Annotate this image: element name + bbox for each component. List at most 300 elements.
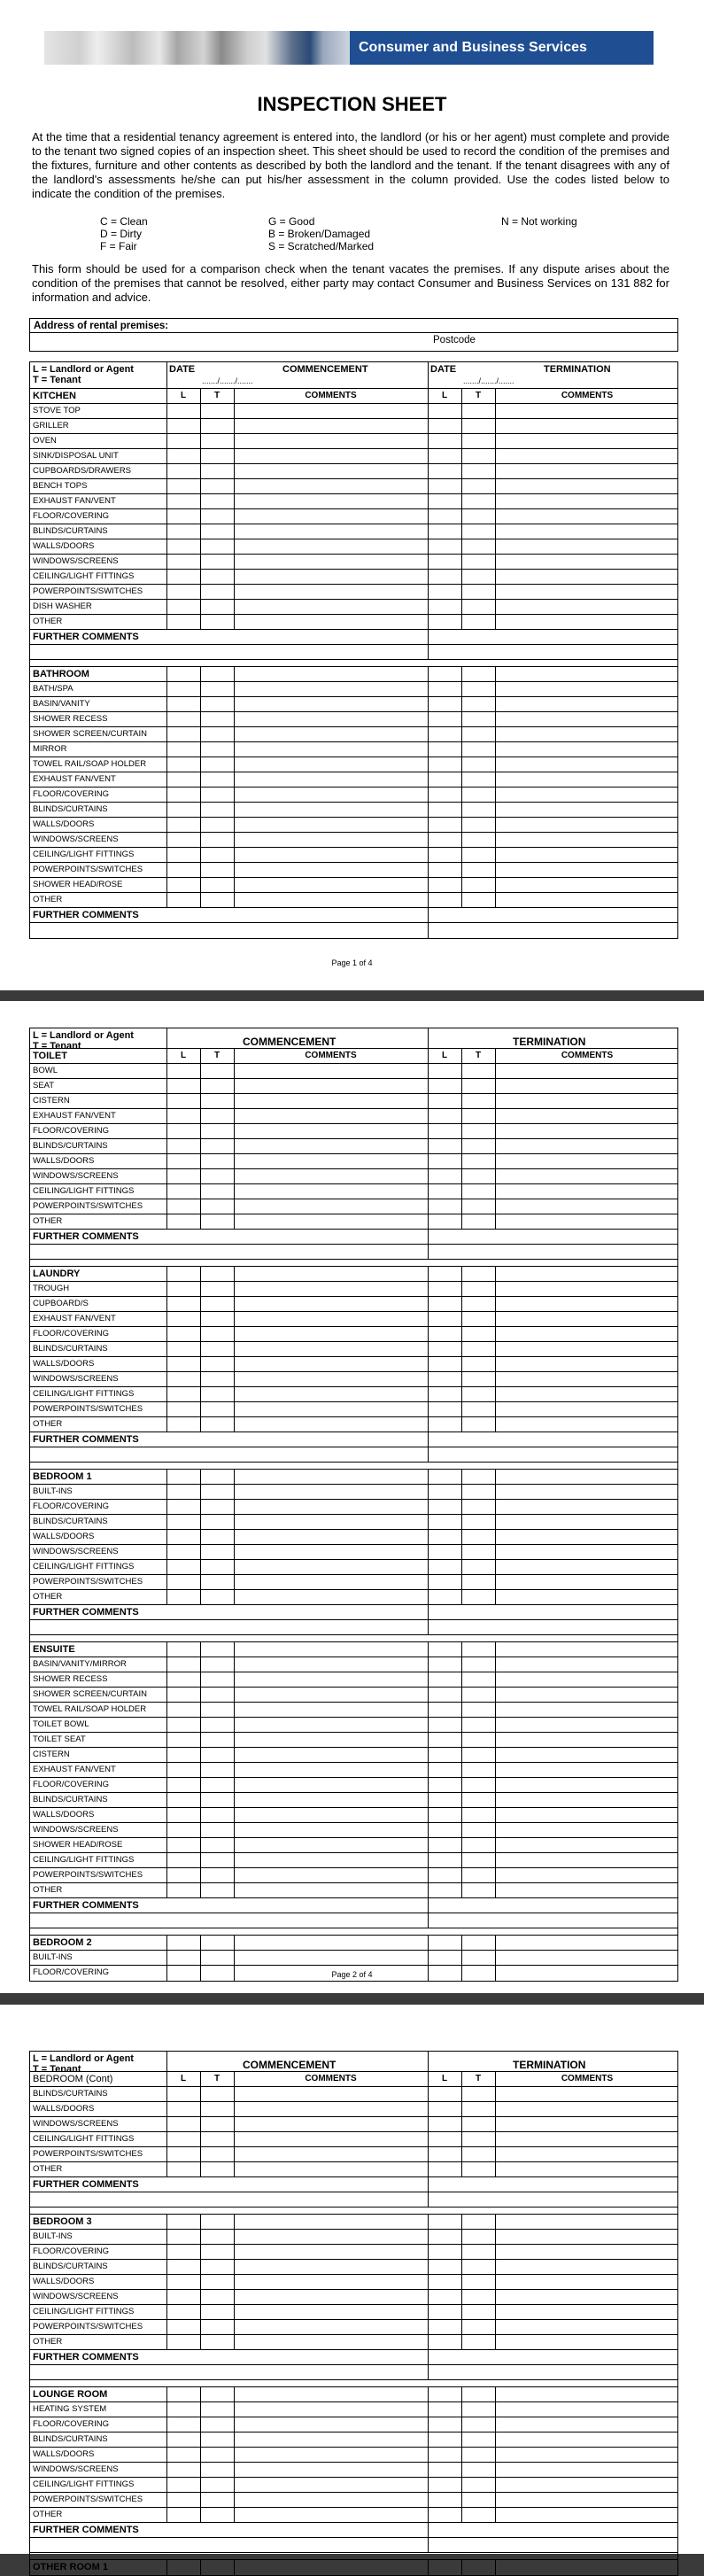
- comment-cell[interactable]: [495, 1868, 679, 1882]
- tenant-code-cell[interactable]: [200, 570, 234, 584]
- landlord-code-cell[interactable]: [428, 2147, 461, 2161]
- comment-cell[interactable]: [234, 818, 428, 832]
- tenant-code-cell[interactable]: [200, 2402, 234, 2417]
- further-comments-blank[interactable]: [30, 923, 677, 938]
- comment-cell[interactable]: [495, 757, 679, 772]
- tenant-code-cell[interactable]: [200, 494, 234, 508]
- tenant-code-cell[interactable]: [200, 1124, 234, 1138]
- comment-cell[interactable]: [234, 1485, 428, 1499]
- landlord-code-cell[interactable]: [166, 712, 200, 726]
- further-comments-blank[interactable]: [30, 1620, 677, 1635]
- landlord-code-cell[interactable]: [428, 2260, 461, 2274]
- landlord-code-cell[interactable]: [166, 1748, 200, 1762]
- tenant-code-cell[interactable]: [461, 1387, 495, 1401]
- tenant-code-cell[interactable]: [200, 2260, 234, 2274]
- comment-cell[interactable]: [495, 1154, 679, 1168]
- landlord-code-cell[interactable]: [166, 893, 200, 907]
- landlord-code-cell[interactable]: [166, 1214, 200, 1229]
- landlord-code-cell[interactable]: [166, 1154, 200, 1168]
- tenant-code-cell[interactable]: [200, 2117, 234, 2131]
- comment-cell[interactable]: [495, 878, 679, 892]
- landlord-code-cell[interactable]: [166, 1868, 200, 1882]
- tenant-code-cell[interactable]: [461, 615, 495, 629]
- comment-cell[interactable]: [234, 539, 428, 554]
- landlord-code-cell[interactable]: [166, 1312, 200, 1326]
- landlord-code-cell[interactable]: [428, 1793, 461, 1807]
- tenant-code-cell[interactable]: [200, 1545, 234, 1559]
- comment-cell[interactable]: [234, 404, 428, 418]
- tenant-code-cell[interactable]: [200, 1342, 234, 1356]
- tenant-code-cell[interactable]: [461, 1342, 495, 1356]
- landlord-code-cell[interactable]: [166, 803, 200, 817]
- tenant-code-cell[interactable]: [200, 1515, 234, 1529]
- comment-cell[interactable]: [234, 2290, 428, 2304]
- comment-cell[interactable]: [495, 419, 679, 433]
- comment-cell[interactable]: [234, 1808, 428, 1822]
- tenant-code-cell[interactable]: [461, 1951, 495, 1965]
- date-field-termination[interactable]: ......./......./.......: [463, 376, 514, 385]
- tenant-code-cell[interactable]: [461, 2508, 495, 2522]
- comment-cell[interactable]: [495, 1545, 679, 1559]
- landlord-code-cell[interactable]: [428, 1109, 461, 1123]
- landlord-code-cell[interactable]: [166, 585, 200, 599]
- tenant-code-cell[interactable]: [200, 555, 234, 569]
- tenant-code-cell[interactable]: [461, 682, 495, 696]
- comment-cell[interactable]: [495, 434, 679, 448]
- comment-cell[interactable]: [234, 2275, 428, 2289]
- tenant-code-cell[interactable]: [461, 1793, 495, 1807]
- landlord-code-cell[interactable]: [428, 2305, 461, 2319]
- tenant-code-cell[interactable]: [200, 1485, 234, 1499]
- comment-cell[interactable]: [234, 1530, 428, 1544]
- comment-cell[interactable]: [495, 742, 679, 757]
- landlord-code-cell[interactable]: [166, 878, 200, 892]
- landlord-code-cell[interactable]: [428, 585, 461, 599]
- landlord-code-cell[interactable]: [166, 1064, 200, 1078]
- landlord-code-cell[interactable]: [428, 570, 461, 584]
- further-comments-blank[interactable]: [30, 2365, 677, 2380]
- tenant-code-cell[interactable]: [461, 1868, 495, 1882]
- comment-cell[interactable]: [234, 1184, 428, 1199]
- tenant-code-cell[interactable]: [200, 1838, 234, 1852]
- tenant-code-cell[interactable]: [461, 833, 495, 847]
- comment-cell[interactable]: [495, 1793, 679, 1807]
- tenant-code-cell[interactable]: [461, 1657, 495, 1672]
- comment-cell[interactable]: [234, 2162, 428, 2176]
- landlord-code-cell[interactable]: [166, 1590, 200, 1604]
- comment-cell[interactable]: [495, 697, 679, 711]
- landlord-code-cell[interactable]: [166, 1417, 200, 1432]
- landlord-code-cell[interactable]: [166, 1297, 200, 1311]
- comment-cell[interactable]: [495, 1951, 679, 1965]
- comment-cell[interactable]: [495, 2162, 679, 2176]
- landlord-code-cell[interactable]: [166, 2230, 200, 2244]
- tenant-code-cell[interactable]: [461, 464, 495, 478]
- comment-cell[interactable]: [495, 2245, 679, 2259]
- tenant-code-cell[interactable]: [461, 2260, 495, 2274]
- tenant-code-cell[interactable]: [200, 1703, 234, 1717]
- landlord-code-cell[interactable]: [428, 1402, 461, 1416]
- landlord-code-cell[interactable]: [428, 727, 461, 741]
- comment-cell[interactable]: [234, 1357, 428, 1371]
- landlord-code-cell[interactable]: [166, 757, 200, 772]
- tenant-code-cell[interactable]: [200, 2230, 234, 2244]
- landlord-code-cell[interactable]: [428, 833, 461, 847]
- comment-cell[interactable]: [495, 1199, 679, 1214]
- tenant-code-cell[interactable]: [200, 2147, 234, 2161]
- landlord-code-cell[interactable]: [166, 1094, 200, 1108]
- comment-cell[interactable]: [234, 2245, 428, 2259]
- comment-cell[interactable]: [495, 2478, 679, 2492]
- landlord-code-cell[interactable]: [428, 2087, 461, 2101]
- comment-cell[interactable]: [234, 2417, 428, 2432]
- tenant-code-cell[interactable]: [200, 1109, 234, 1123]
- landlord-code-cell[interactable]: [428, 1079, 461, 1093]
- comment-cell[interactable]: [234, 1214, 428, 1229]
- tenant-code-cell[interactable]: [200, 1868, 234, 1882]
- comment-cell[interactable]: [234, 1064, 428, 1078]
- tenant-code-cell[interactable]: [200, 2417, 234, 2432]
- tenant-code-cell[interactable]: [461, 788, 495, 802]
- landlord-code-cell[interactable]: [428, 404, 461, 418]
- landlord-code-cell[interactable]: [166, 1530, 200, 1544]
- tenant-code-cell[interactable]: [200, 404, 234, 418]
- landlord-code-cell[interactable]: [166, 2432, 200, 2447]
- comment-cell[interactable]: [234, 449, 428, 463]
- tenant-code-cell[interactable]: [200, 878, 234, 892]
- comment-cell[interactable]: [234, 1372, 428, 1386]
- comment-cell[interactable]: [234, 2147, 428, 2161]
- tenant-code-cell[interactable]: [200, 1672, 234, 1687]
- tenant-code-cell[interactable]: [200, 1575, 234, 1589]
- tenant-code-cell[interactable]: [200, 863, 234, 877]
- tenant-code-cell[interactable]: [461, 1485, 495, 1499]
- further-comments-row[interactable]: [30, 908, 677, 923]
- comment-cell[interactable]: [495, 1109, 679, 1123]
- tenant-code-cell[interactable]: [461, 1590, 495, 1604]
- landlord-code-cell[interactable]: [166, 2117, 200, 2131]
- landlord-code-cell[interactable]: [428, 1312, 461, 1326]
- landlord-code-cell[interactable]: [166, 1372, 200, 1386]
- comment-cell[interactable]: [234, 479, 428, 493]
- tenant-code-cell[interactable]: [461, 1064, 495, 1078]
- tenant-code-cell[interactable]: [200, 2132, 234, 2146]
- tenant-code-cell[interactable]: [200, 2448, 234, 2462]
- tenant-code-cell[interactable]: [200, 1184, 234, 1199]
- tenant-code-cell[interactable]: [461, 893, 495, 907]
- landlord-code-cell[interactable]: [428, 893, 461, 907]
- landlord-code-cell[interactable]: [428, 818, 461, 832]
- tenant-code-cell[interactable]: [200, 2162, 234, 2176]
- tenant-code-cell[interactable]: [200, 1590, 234, 1604]
- tenant-code-cell[interactable]: [461, 1214, 495, 1229]
- further-comments-row[interactable]: [30, 2177, 677, 2192]
- comment-cell[interactable]: [495, 1094, 679, 1108]
- landlord-code-cell[interactable]: [428, 1703, 461, 1717]
- landlord-code-cell[interactable]: [428, 2290, 461, 2304]
- landlord-code-cell[interactable]: [166, 1139, 200, 1153]
- comment-cell[interactable]: [495, 2402, 679, 2417]
- landlord-code-cell[interactable]: [428, 2508, 461, 2522]
- further-comments-blank[interactable]: [30, 1913, 677, 1928]
- tenant-code-cell[interactable]: [200, 2508, 234, 2522]
- further-comments-row[interactable]: [30, 2350, 677, 2365]
- landlord-code-cell[interactable]: [428, 1214, 461, 1229]
- landlord-code-cell[interactable]: [166, 697, 200, 711]
- landlord-code-cell[interactable]: [166, 2508, 200, 2522]
- comment-cell[interactable]: [234, 1545, 428, 1559]
- landlord-code-cell[interactable]: [428, 697, 461, 711]
- comment-cell[interactable]: [495, 818, 679, 832]
- landlord-code-cell[interactable]: [428, 1823, 461, 1837]
- comment-cell[interactable]: [495, 479, 679, 493]
- tenant-code-cell[interactable]: [461, 2147, 495, 2161]
- tenant-code-cell[interactable]: [461, 1718, 495, 1732]
- comment-cell[interactable]: [495, 2132, 679, 2146]
- comment-cell[interactable]: [234, 2335, 428, 2349]
- landlord-code-cell[interactable]: [166, 682, 200, 696]
- tenant-code-cell[interactable]: [461, 449, 495, 463]
- comment-cell[interactable]: [495, 1778, 679, 1792]
- landlord-code-cell[interactable]: [166, 818, 200, 832]
- comment-cell[interactable]: [234, 1868, 428, 1882]
- landlord-code-cell[interactable]: [166, 1733, 200, 1747]
- tenant-code-cell[interactable]: [200, 1214, 234, 1229]
- landlord-code-cell[interactable]: [428, 2230, 461, 2244]
- landlord-code-cell[interactable]: [166, 464, 200, 478]
- landlord-code-cell[interactable]: [166, 509, 200, 524]
- comment-cell[interactable]: [495, 1357, 679, 1371]
- tenant-code-cell[interactable]: [461, 419, 495, 433]
- tenant-code-cell[interactable]: [200, 2275, 234, 2289]
- tenant-code-cell[interactable]: [461, 1297, 495, 1311]
- tenant-code-cell[interactable]: [200, 1169, 234, 1183]
- comment-cell[interactable]: [234, 419, 428, 433]
- tenant-code-cell[interactable]: [200, 1357, 234, 1371]
- tenant-code-cell[interactable]: [461, 555, 495, 569]
- landlord-code-cell[interactable]: [428, 1951, 461, 1965]
- landlord-code-cell[interactable]: [166, 2463, 200, 2477]
- tenant-code-cell[interactable]: [200, 2290, 234, 2304]
- landlord-code-cell[interactable]: [428, 1672, 461, 1687]
- landlord-code-cell[interactable]: [166, 1951, 200, 1965]
- landlord-code-cell[interactable]: [428, 772, 461, 787]
- landlord-code-cell[interactable]: [166, 1545, 200, 1559]
- tenant-code-cell[interactable]: [461, 2132, 495, 2146]
- tenant-code-cell[interactable]: [461, 1139, 495, 1153]
- comment-cell[interactable]: [495, 863, 679, 877]
- tenant-code-cell[interactable]: [461, 818, 495, 832]
- landlord-code-cell[interactable]: [166, 2260, 200, 2274]
- landlord-code-cell[interactable]: [166, 1808, 200, 1822]
- comment-cell[interactable]: [495, 1733, 679, 1747]
- tenant-code-cell[interactable]: [200, 727, 234, 741]
- comment-cell[interactable]: [234, 893, 428, 907]
- landlord-code-cell[interactable]: [166, 2087, 200, 2101]
- tenant-code-cell[interactable]: [461, 2117, 495, 2131]
- landlord-code-cell[interactable]: [166, 1327, 200, 1341]
- tenant-code-cell[interactable]: [461, 1372, 495, 1386]
- tenant-code-cell[interactable]: [461, 2448, 495, 2462]
- landlord-code-cell[interactable]: [428, 539, 461, 554]
- comment-cell[interactable]: [495, 1748, 679, 1762]
- comment-cell[interactable]: [234, 2448, 428, 2462]
- tenant-code-cell[interactable]: [200, 803, 234, 817]
- further-comments-row[interactable]: [30, 2523, 677, 2538]
- tenant-code-cell[interactable]: [461, 1327, 495, 1341]
- tenant-code-cell[interactable]: [461, 479, 495, 493]
- landlord-code-cell[interactable]: [428, 2275, 461, 2289]
- landlord-code-cell[interactable]: [428, 2117, 461, 2131]
- comment-cell[interactable]: [234, 600, 428, 614]
- landlord-code-cell[interactable]: [428, 1417, 461, 1432]
- comment-cell[interactable]: [234, 727, 428, 741]
- landlord-code-cell[interactable]: [428, 1387, 461, 1401]
- comment-cell[interactable]: [495, 2087, 679, 2101]
- comment-cell[interactable]: [234, 1823, 428, 1837]
- landlord-code-cell[interactable]: [428, 1327, 461, 1341]
- landlord-code-cell[interactable]: [428, 555, 461, 569]
- comment-cell[interactable]: [495, 585, 679, 599]
- landlord-code-cell[interactable]: [428, 1590, 461, 1604]
- comment-cell[interactable]: [234, 1154, 428, 1168]
- tenant-code-cell[interactable]: [200, 1064, 234, 1078]
- tenant-code-cell[interactable]: [461, 1530, 495, 1544]
- comment-cell[interactable]: [234, 1951, 428, 1965]
- landlord-code-cell[interactable]: [166, 1387, 200, 1401]
- comment-cell[interactable]: [234, 1500, 428, 1514]
- comment-cell[interactable]: [495, 2493, 679, 2507]
- landlord-code-cell[interactable]: [428, 2432, 461, 2447]
- tenant-code-cell[interactable]: [200, 1793, 234, 1807]
- tenant-code-cell[interactable]: [200, 1327, 234, 1341]
- comment-cell[interactable]: [495, 2335, 679, 2349]
- comment-cell[interactable]: [495, 1169, 679, 1183]
- landlord-code-cell[interactable]: [166, 1657, 200, 1672]
- tenant-code-cell[interactable]: [200, 2478, 234, 2492]
- landlord-code-cell[interactable]: [166, 2335, 200, 2349]
- landlord-code-cell[interactable]: [166, 1485, 200, 1499]
- landlord-code-cell[interactable]: [428, 2478, 461, 2492]
- tenant-code-cell[interactable]: [461, 2102, 495, 2116]
- comment-cell[interactable]: [234, 1672, 428, 1687]
- tenant-code-cell[interactable]: [461, 524, 495, 539]
- comment-cell[interactable]: [495, 803, 679, 817]
- landlord-code-cell[interactable]: [166, 848, 200, 862]
- date-field-commencement[interactable]: ......./......./.......: [202, 376, 253, 385]
- tenant-code-cell[interactable]: [461, 1402, 495, 1416]
- landlord-code-cell[interactable]: [428, 615, 461, 629]
- landlord-code-cell[interactable]: [166, 1718, 200, 1732]
- landlord-code-cell[interactable]: [166, 1793, 200, 1807]
- landlord-code-cell[interactable]: [428, 742, 461, 757]
- tenant-code-cell[interactable]: [461, 878, 495, 892]
- comment-cell[interactable]: [234, 2463, 428, 2477]
- comment-cell[interactable]: [234, 2230, 428, 2244]
- tenant-code-cell[interactable]: [461, 1515, 495, 1529]
- tenant-code-cell[interactable]: [461, 1545, 495, 1559]
- comment-cell[interactable]: [495, 1342, 679, 1356]
- comment-cell[interactable]: [495, 682, 679, 696]
- comment-cell[interactable]: [234, 697, 428, 711]
- tenant-code-cell[interactable]: [461, 2335, 495, 2349]
- landlord-code-cell[interactable]: [166, 524, 200, 539]
- landlord-code-cell[interactable]: [428, 2132, 461, 2146]
- landlord-code-cell[interactable]: [428, 1778, 461, 1792]
- comment-cell[interactable]: [234, 1312, 428, 1326]
- tenant-code-cell[interactable]: [461, 2478, 495, 2492]
- landlord-code-cell[interactable]: [428, 1868, 461, 1882]
- comment-cell[interactable]: [495, 833, 679, 847]
- comment-cell[interactable]: [495, 2417, 679, 2432]
- comment-cell[interactable]: [234, 1139, 428, 1153]
- comment-cell[interactable]: [234, 494, 428, 508]
- comment-cell[interactable]: [234, 772, 428, 787]
- tenant-code-cell[interactable]: [461, 863, 495, 877]
- tenant-code-cell[interactable]: [200, 585, 234, 599]
- landlord-code-cell[interactable]: [166, 727, 200, 741]
- landlord-code-cell[interactable]: [166, 1853, 200, 1867]
- comment-cell[interactable]: [495, 1124, 679, 1138]
- comment-cell[interactable]: [495, 2230, 679, 2244]
- comment-cell[interactable]: [495, 788, 679, 802]
- comment-cell[interactable]: [234, 1342, 428, 1356]
- landlord-code-cell[interactable]: [428, 1515, 461, 1529]
- comment-cell[interactable]: [495, 615, 679, 629]
- comment-cell[interactable]: [495, 1575, 679, 1589]
- tenant-code-cell[interactable]: [200, 1530, 234, 1544]
- tenant-code-cell[interactable]: [200, 434, 234, 448]
- landlord-code-cell[interactable]: [428, 1342, 461, 1356]
- landlord-code-cell[interactable]: [428, 1297, 461, 1311]
- comment-cell[interactable]: [234, 2478, 428, 2492]
- landlord-code-cell[interactable]: [428, 2320, 461, 2334]
- comment-cell[interactable]: [495, 2448, 679, 2462]
- landlord-code-cell[interactable]: [428, 682, 461, 696]
- landlord-code-cell[interactable]: [166, 2290, 200, 2304]
- tenant-code-cell[interactable]: [461, 2290, 495, 2304]
- tenant-code-cell[interactable]: [200, 2245, 234, 2259]
- landlord-code-cell[interactable]: [166, 1883, 200, 1897]
- tenant-code-cell[interactable]: [461, 1079, 495, 1093]
- landlord-code-cell[interactable]: [166, 1342, 200, 1356]
- landlord-code-cell[interactable]: [166, 494, 200, 508]
- comment-cell[interactable]: [234, 2102, 428, 2116]
- comment-cell[interactable]: [234, 1282, 428, 1296]
- landlord-code-cell[interactable]: [166, 434, 200, 448]
- landlord-code-cell[interactable]: [166, 1402, 200, 1416]
- tenant-code-cell[interactable]: [200, 697, 234, 711]
- tenant-code-cell[interactable]: [200, 1883, 234, 1897]
- tenant-code-cell[interactable]: [200, 600, 234, 614]
- landlord-code-cell[interactable]: [428, 600, 461, 614]
- tenant-code-cell[interactable]: [200, 682, 234, 696]
- comment-cell[interactable]: [495, 1823, 679, 1837]
- tenant-code-cell[interactable]: [461, 585, 495, 599]
- address-box[interactable]: [29, 318, 678, 352]
- comment-cell[interactable]: [234, 742, 428, 757]
- landlord-code-cell[interactable]: [428, 1372, 461, 1386]
- landlord-code-cell[interactable]: [166, 2448, 200, 2462]
- tenant-code-cell[interactable]: [461, 742, 495, 757]
- comment-cell[interactable]: [495, 2117, 679, 2131]
- comment-cell[interactable]: [234, 1733, 428, 1747]
- tenant-code-cell[interactable]: [461, 712, 495, 726]
- landlord-code-cell[interactable]: [428, 1545, 461, 1559]
- comment-cell[interactable]: [234, 2305, 428, 2319]
- comment-cell[interactable]: [495, 1883, 679, 1897]
- tenant-code-cell[interactable]: [461, 757, 495, 772]
